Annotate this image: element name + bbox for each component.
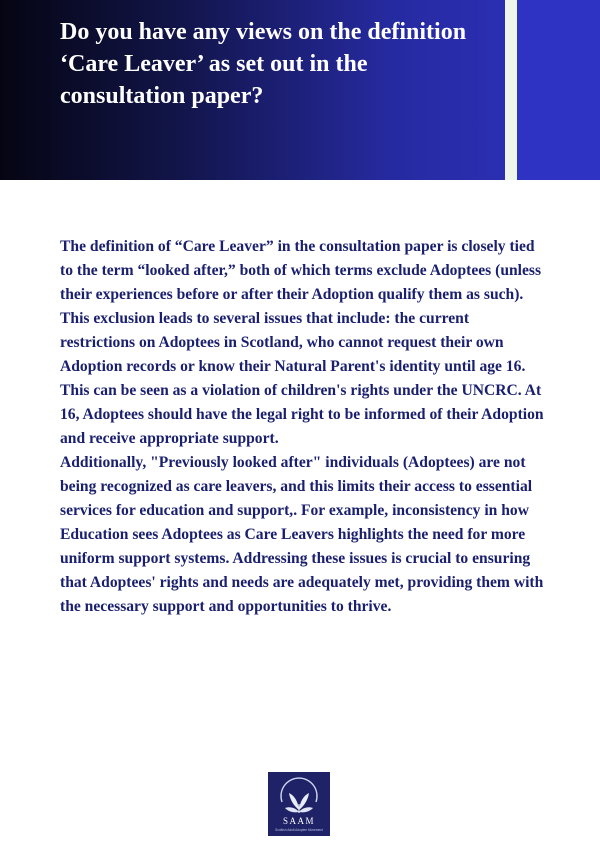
logo-tagline: Scottish Adult Adoptee Movement <box>275 828 323 832</box>
plant-logo-icon <box>268 772 330 836</box>
paragraph-1: The definition of “Care Leaver” in the consultation paper is closely tied to the term “looked after,” both of which terms exclude Adoptees (unless their experiences before or after their Adoption qualify them as such). This exclusion leads to several issues that include: the current restrictions on Adoptees in Scotland, who cannot request their own Adoption records or know their Natural Parent's identity until age 16. This can be seen as a violation of children's rights under the UNCRC. At 16, Adoptees should have the legal right to be informed of their Adoption and receive appropriate support. <box>60 238 544 447</box>
logo-name: SAAM <box>282 816 316 826</box>
page-title: Do you have any views on the definition ‘Care Leaver’ as set out in the consultation paper? <box>60 19 467 109</box>
saam-logo <box>268 772 330 836</box>
header-stripe <box>505 0 517 180</box>
header-right-panel <box>517 0 600 180</box>
paragraph-2: Additionally, "Previously looked after" individuals (Adoptees) are not being recognized as care leavers, and this limits their access to essential services for education and support,. For example, inconsistency in how Education sees Adoptees as Care Leavers highlights the need for more uniform support systems. Addressing these issues is crucial to ensuring that Adoptees' rights and needs are adequately met, providing them with the necessary support and opportunities to thrive. <box>60 454 544 615</box>
body-content <box>60 235 545 619</box>
header-banner <box>0 0 600 180</box>
